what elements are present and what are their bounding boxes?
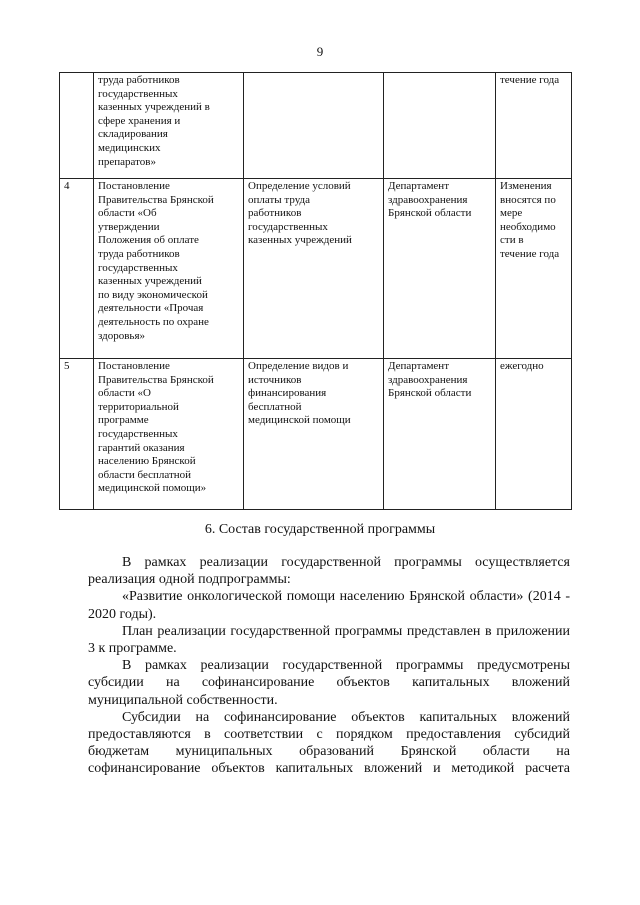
cell-document: труда работников государственных казенных учреждений в сфере хранения и складирования медицинских препаратов» <box>94 73 244 179</box>
cell-period: ежегодно <box>496 359 572 510</box>
cell-number <box>60 73 94 179</box>
paragraph: План реализации государственной программы представлен в приложении 3 к программе. <box>88 623 570 657</box>
section-body <box>88 554 570 778</box>
cell-number: 5 <box>60 359 94 510</box>
cell-purpose: Определение видов и источников финансирования бесплатной медицинской помощи <box>244 359 384 510</box>
table-row <box>60 179 572 359</box>
cell-number: 4 <box>60 179 94 359</box>
paragraph: Субсидии на софинансирование объектов капитальных вложений предоставляются в соответствии с порядком предоставления субсидий бюджетам муниципальных образований Брянской области на софинансирование объектов капитальных вложений и методикой расчета <box>88 709 570 777</box>
cell-executor <box>384 73 496 179</box>
table-row <box>60 359 572 510</box>
cell-purpose: Определение условий оплаты труда работников государственных казенных учреждений <box>244 179 384 359</box>
cell-period: течение года <box>496 73 572 179</box>
table-row <box>60 73 572 179</box>
paragraph: В рамках реализации государственной программы осуществляется реализация одной подпрограммы: <box>88 555 570 588</box>
paragraph: В рамках реализации государственной программы предусмотрены субсидии на софинансирование объектов капитальных вложений муниципальной собственности. <box>88 658 570 708</box>
page-number: 9 <box>316 44 324 59</box>
paragraph: «Развитие онкологической помощи населению Брянской области» (2014 - 2020 годы). <box>88 589 570 622</box>
cell-purpose <box>244 73 384 179</box>
cell-executor: Департамент здравоохранения Брянской области <box>384 359 496 510</box>
cell-document: Постановление Правительства Брянской области «Об утверждении Положения об оплате труда работников государственных казенных учреждений по виду экономической деятельности «Прочая деятельность по охране здоровья» <box>94 179 244 359</box>
cell-period: Изменения вносятся по мере необходимо сти в течение года <box>496 179 572 359</box>
cell-executor: Департамент здравоохранения Брянской области <box>384 179 496 359</box>
documents-table <box>59 72 572 510</box>
section-title: 6. Состав государственной программы <box>204 522 436 537</box>
cell-document: Постановление Правительства Брянской области «О территориальной программе государственных гарантий оказания населению Брянской области бесплатной медицинской помощи» <box>94 359 244 510</box>
